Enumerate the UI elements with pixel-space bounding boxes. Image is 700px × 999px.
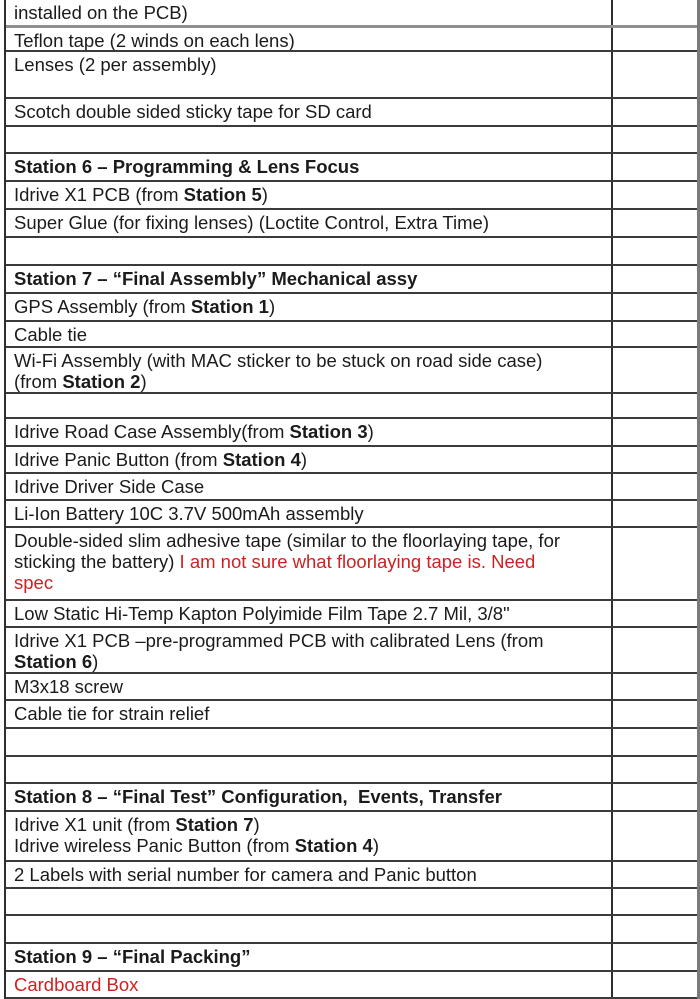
text-segment: ) <box>300 449 308 470</box>
text-segment: Idrive X1 PCB –pre-programmed PCB with calibrated Lens (from <box>14 630 544 651</box>
table-row <box>6 729 697 757</box>
text-line <box>14 101 607 122</box>
text-segment: Idrive X1 PCB (from <box>14 184 184 205</box>
text-line <box>14 814 607 835</box>
text-segment: Idrive Panic Button (from <box>14 449 223 470</box>
text-segment: installed on the PCB) <box>14 2 188 23</box>
table-row <box>6 916 697 944</box>
text-segment: Station 6 <box>14 651 93 672</box>
empty-check-cell <box>613 944 697 970</box>
empty-check-cell <box>613 601 697 626</box>
text-segment: Idrive wireless Panic Button (from <box>14 835 295 856</box>
text-segment: Idrive X1 unit (from <box>14 814 176 835</box>
table-row <box>6 528 697 601</box>
item-cell <box>6 394 613 417</box>
text-segment: Station 6 – Programming & Lens Focus <box>14 156 360 177</box>
item-cell <box>6 628 613 672</box>
item-cell <box>6 182 613 208</box>
text-segment: Cable tie <box>14 324 88 345</box>
text-line <box>14 421 607 442</box>
table-row <box>6 52 697 99</box>
table-row <box>6 628 697 674</box>
empty-check-cell <box>613 99 697 125</box>
item-cell <box>6 210 613 236</box>
empty-check-cell <box>613 154 697 180</box>
empty-check-cell <box>613 266 697 292</box>
text-line <box>14 676 607 697</box>
text-segment: spec <box>14 572 54 593</box>
table-row <box>6 812 697 862</box>
text-segment: M3x18 screw <box>14 676 123 697</box>
text-line <box>14 835 607 856</box>
text-segment: Station 8 – “Final Test” Configuration, Events, Transfer <box>14 786 502 807</box>
item-cell <box>6 447 613 472</box>
empty-check-cell <box>613 784 697 810</box>
empty-check-cell <box>613 394 697 417</box>
item-cell <box>6 601 613 626</box>
text-segment: sticking the battery) <box>14 551 180 572</box>
text-segment: Wi-Fi Assembly (with MAC sticker to be stuck on road side case) <box>14 350 543 371</box>
item-cell <box>6 0 613 25</box>
text-segment: ) <box>268 296 276 317</box>
text-line <box>14 268 607 289</box>
item-cell <box>6 52 613 97</box>
table-row <box>6 944 697 972</box>
table-row <box>6 419 697 447</box>
text-segment: Li-Ion Battery 10C 3.7V 500mAh assembly <box>14 503 364 524</box>
text-segment: ) <box>261 184 268 205</box>
item-cell <box>6 889 613 914</box>
table-row <box>6 0 697 28</box>
empty-check-cell <box>613 210 697 236</box>
empty-check-cell <box>613 348 697 392</box>
table-row <box>6 862 697 889</box>
item-cell <box>6 294 613 320</box>
empty-check-cell <box>613 729 697 755</box>
empty-check-cell <box>613 674 697 699</box>
text-segment: ) <box>372 835 379 856</box>
text-line <box>14 54 607 75</box>
item-cell <box>6 916 613 942</box>
table-row <box>6 757 697 784</box>
empty-check-cell <box>613 474 697 499</box>
empty-check-cell <box>613 127 697 152</box>
table-row <box>6 348 697 394</box>
text-segment: Station 1 <box>190 296 269 317</box>
text-segment: Cardboard Box <box>14 974 139 995</box>
text-segment: Station 7 <box>175 814 254 835</box>
item-cell <box>6 419 613 445</box>
empty-check-cell <box>613 812 697 860</box>
item-cell <box>6 322 613 346</box>
item-cell <box>6 99 613 125</box>
text-segment: Low Static Hi-Temp Kapton Polyimide Film Tape 2.7 Mil, 3/8" <box>14 603 510 624</box>
parts-table <box>4 0 700 999</box>
table-row <box>6 154 697 182</box>
table-row <box>6 294 697 322</box>
text-line <box>14 551 607 572</box>
text-line <box>14 630 607 651</box>
item-cell <box>6 528 613 599</box>
item-cell <box>6 154 613 180</box>
table-row <box>6 210 697 238</box>
empty-check-cell <box>613 972 697 997</box>
text-line <box>14 30 607 50</box>
table-row <box>6 972 697 999</box>
item-cell <box>6 28 613 50</box>
item-cell <box>6 757 613 782</box>
empty-check-cell <box>613 447 697 472</box>
empty-check-cell <box>613 916 697 942</box>
text-segment: Idrive Road Case Assembly(from <box>14 421 290 442</box>
text-line <box>14 184 607 205</box>
empty-check-cell <box>613 628 697 672</box>
table-row <box>6 601 697 628</box>
table-row <box>6 99 697 127</box>
item-cell <box>6 701 613 727</box>
text-line <box>14 156 607 177</box>
item-cell <box>6 348 613 392</box>
text-line <box>14 503 607 524</box>
text-segment: Station 2 <box>62 371 141 392</box>
empty-check-cell <box>613 238 697 264</box>
text-segment: ) <box>140 371 147 392</box>
empty-check-cell <box>613 889 697 914</box>
text-segment: Station 3 <box>289 421 368 442</box>
text-segment: Station 4 <box>294 835 373 856</box>
text-segment: Lenses (2 per assembly) <box>14 54 217 75</box>
item-cell <box>6 127 613 152</box>
text-line <box>14 212 607 233</box>
item-cell <box>6 266 613 292</box>
text-line <box>14 530 607 551</box>
text-line <box>14 703 607 724</box>
text-segment: Teflon tape (2 winds on each lens) <box>14 30 295 50</box>
text-line <box>14 476 607 497</box>
text-line <box>14 974 607 995</box>
table-row <box>6 394 697 419</box>
empty-check-cell <box>613 528 697 599</box>
text-segment: (from <box>14 371 63 392</box>
item-cell <box>6 674 613 699</box>
item-cell <box>6 501 613 526</box>
empty-check-cell <box>613 501 697 526</box>
item-cell <box>6 944 613 970</box>
item-cell <box>6 729 613 755</box>
table-row <box>6 674 697 701</box>
empty-check-cell <box>613 322 697 346</box>
text-segment: GPS Assembly (from <box>14 296 191 317</box>
text-line <box>14 786 607 807</box>
text-segment: Station 4 <box>222 449 301 470</box>
item-cell <box>6 784 613 810</box>
text-segment: 2 Labels with serial number for camera and Panic button <box>14 864 477 885</box>
table-row <box>6 266 697 294</box>
table-row <box>6 889 697 916</box>
empty-check-cell <box>613 28 697 50</box>
empty-check-cell <box>613 0 697 25</box>
empty-check-cell <box>613 757 697 782</box>
table-row <box>6 474 697 501</box>
text-line <box>14 324 607 345</box>
table-row <box>6 701 697 729</box>
empty-check-cell <box>613 419 697 445</box>
empty-check-cell <box>613 294 697 320</box>
item-cell <box>6 238 613 264</box>
empty-check-cell <box>613 52 697 97</box>
text-line <box>14 2 607 23</box>
text-segment: ) <box>367 421 374 442</box>
text-line <box>14 864 607 885</box>
text-segment: Station 5 <box>183 184 262 205</box>
text-line <box>14 371 607 392</box>
text-segment: Scotch double sided sticky tape for SD card <box>14 101 372 122</box>
table-row <box>6 182 697 210</box>
table-row <box>6 322 697 348</box>
text-segment: Double-sided slim adhesive tape (similar to the floorlaying tape, for <box>14 530 561 551</box>
table-row <box>6 784 697 812</box>
text-segment: I am not sure what floorlaying tape is. Need <box>179 551 536 572</box>
table-row <box>6 238 697 266</box>
text-segment: Super Glue (for fixing lenses) (Loctite Control, Extra Time) <box>14 212 490 233</box>
empty-check-cell <box>613 182 697 208</box>
item-cell <box>6 862 613 887</box>
text-line <box>14 350 607 371</box>
text-segment: ) <box>253 814 260 835</box>
text-line <box>14 946 607 967</box>
table-row <box>6 127 697 154</box>
empty-check-cell <box>613 701 697 727</box>
text-line <box>14 572 607 593</box>
table-row <box>6 28 697 52</box>
text-segment: Cable tie for strain relief <box>14 703 210 724</box>
table-row <box>6 447 697 474</box>
text-line <box>14 651 607 672</box>
text-segment: Idrive Driver Side Case <box>14 476 205 497</box>
text-line <box>14 603 607 624</box>
text-segment: Station 9 – “Final Packing” <box>14 946 251 967</box>
table-row <box>6 501 697 528</box>
text-line <box>14 296 607 317</box>
text-segment: Station 7 – “Final Assembly” Mechanical assy <box>14 268 418 289</box>
item-cell <box>6 812 613 860</box>
text-segment: ) <box>92 651 99 672</box>
item-cell <box>6 972 613 997</box>
empty-check-cell <box>613 862 697 887</box>
text-line <box>14 449 607 470</box>
item-cell <box>6 474 613 499</box>
